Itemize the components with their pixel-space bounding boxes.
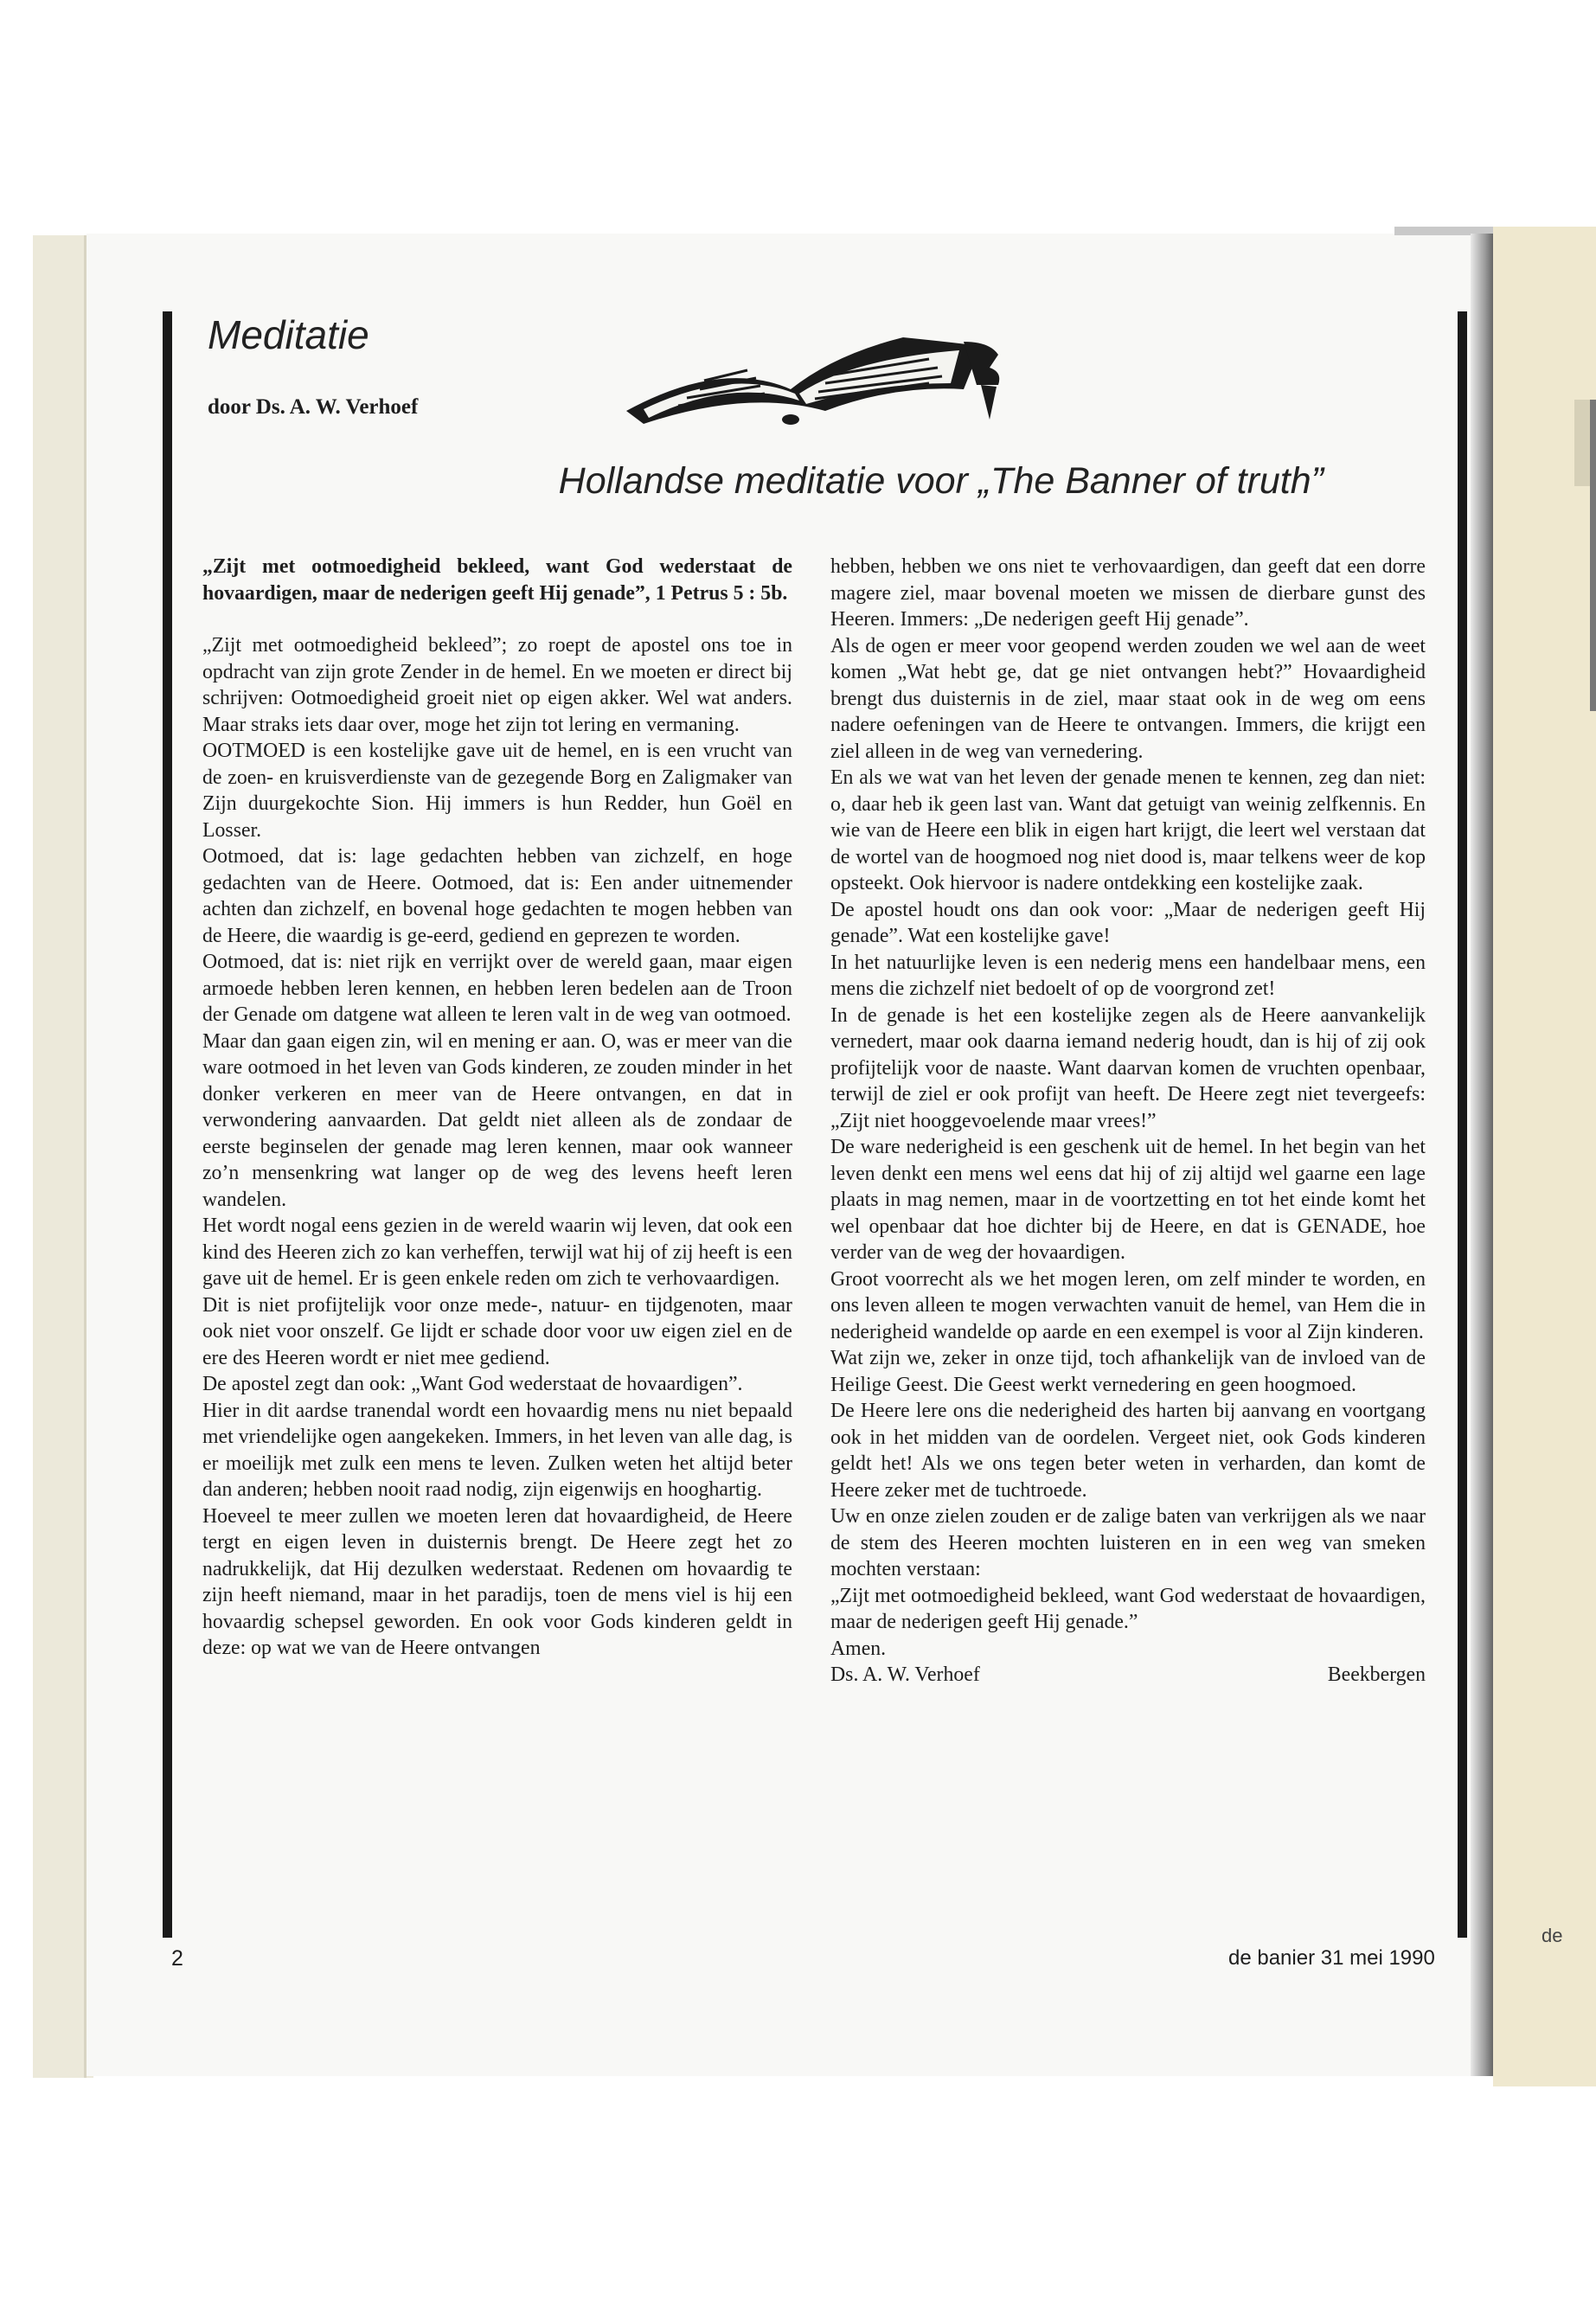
author-place: Beekbergen <box>1327 1663 1426 1686</box>
next-page-edge <box>1493 227 1596 2086</box>
scripture-quote: „Zijt met ootmoedigheid bekleed, want God wederstaat de hovaardigen, maar de nederigen geeft Hij genade”, 1 Petrus 5 : 5b. <box>202 555 792 605</box>
section-title: Meditatie <box>208 312 369 357</box>
amen: Amen. <box>830 1637 887 1660</box>
paragraph: Uw en onze zielen zouden er de zalige baten van verkrijgen als we naar de stem des Heeren mochten luisteren en in een weg van smeken mochten verstaan: <box>830 1505 1426 1580</box>
paragraph: „Zijt met ootmoedigheid bekleed”; zo roept de apostel ons toe in opdracht van zijn grote Zender in de hemel. En we moeten er direct bij schrijven: Ootmoedigheid groeit niet op eigen akker. Wel wat anders. Maar straks iets daar over, moge het zijn tot lering en vermaning. <box>202 634 792 736</box>
next-page-rule <box>1590 400 1596 711</box>
paragraph: Dit is niet profijtelijk voor onze mede-, natuur- en tijdgenoten, maar ook niet voor onszelf. Ge lijdt er schade door voor uw eigen ziel en de ere des Heeren wordt er niet mee gediend. <box>202 1293 792 1369</box>
right-text-column <box>830 554 1426 1689</box>
paragraph: Ootmoed, dat is: niet rijk en verrijkt over de wereld gaan, maar eigen armoede hebben leren kennen, en hebben leren bedelen aan de Troon der Genade om datgene wat alleen te leren valt in de weg van ootmoed. <box>202 951 792 1026</box>
paragraph: De apostel zegt dan ook: „Want God wederstaat de hovaardigen”. <box>202 1373 743 1395</box>
paragraph: Maar dan gaan eigen zin, wil en mening er aan. O, was er meer van die ware ootmoed in het leven van Gods kinderen, ze zouden minder in het donker verkeren en meer van de Heere ontvangen, en dat in verwondering aanvaarden. Dat geldt niet alleen als de zondaar de eerste beginselen der genade mag leren kennen, maar ook wanneer zo’n mensenkring wat langer op de weg des levens heeft leren wandelen. <box>202 1029 792 1211</box>
paragraph: Het wordt nogal eens gezien in de wereld waarin wij leven, dat ook een kind des Heeren zich zo kan verheffen, terwijl wat hij of zij heeft is een gave uit de hemel. Er is geen enkele reden om zich te verhovaardigen. <box>202 1215 792 1290</box>
next-page-text-fragment: de <box>1542 1925 1563 1946</box>
byline: door Ds. A. W. Verhoef <box>208 395 419 419</box>
book-spine-edge <box>33 235 93 2078</box>
paragraph: De apostel houdt ons dan ook voor: „Maar de nederigen geeft Hij genade”. Wat een kostelijke gave! <box>830 898 1426 947</box>
open-book-illustration <box>618 307 1016 437</box>
closing-quote: „Zijt met ootmoedigheid bekleed, want God wederstaat de hovaardigen, maar de nederigen geeft Hij genade.” <box>830 1584 1426 1633</box>
paragraph: Als de ogen er meer voor geopend werden zouden we wel aan de weet komen „Wat hebt ge, dat ge niet ontvangen hebt?” Hovaardigheid brengt dus duisternis in de ziel, maar staat ook in de weg om eens nadere oefeningen van de Heere te ontvangen. Immers, die krijgt een ziel alleen in de weg van vernedering. <box>830 634 1426 763</box>
paragraph: In het natuurlijke leven is een nederig mens een handelbaar mens, een mens die zichzelf niet bedoelt of op de voorgrond zet! <box>830 951 1426 1000</box>
paragraph: Groot voorrecht als we het mogen leren, om zelf minder te worden, en ons leven alleen te mogen verwachten vanuit de hemel, van Hem die in nederigheid wandelde op aarde en een exempel is voor al Zijn kinderen. <box>830 1267 1426 1343</box>
paragraph: Hoeveel te meer zullen we moeten leren dat hovaardigheid, de Heere tergt en eigen leven in duisternis brengt. De Heere zegt het zo nadrukkelijk, dat Hij dezulken wederstaat. Redenen om hovaardig te zijn heeft niemand, maar in het paradijs, toen de mens viel is hij een hovaardig schepsel geworden. En ook voor Gods kinderen geldt in deze: op wat we van de Heere ontvangen <box>202 1504 792 1659</box>
issue-footer: de banier 31 mei 1990 <box>1228 1946 1435 1970</box>
paragraph: OOTMOED is een kostelijke gave uit de hemel, en is een vrucht van de zoen- en kruisverdienste van de gezegende Borg en Zaligmaker van Zijn duurgekochte Sion. Hij immers is hun Redder, hun Goël en Losser. <box>202 740 792 842</box>
signature-line <box>830 1662 1426 1689</box>
paragraph: Hier in dit aardse tranendal wordt een hovaardig mens nu niet bepaald met vriendelijke ogen aangekeken. Immers, in het leven van alle dag, is er moeilijk met zulk een mens te leven. Zulken weten het altijd beter dan anderen; hebben nooit raad nodig, zijn eigenwijs en hooghartig. <box>202 1399 792 1501</box>
article-headline: Hollandse meditatie voor „The Banner of truth” <box>558 460 1324 502</box>
paragraph: De Heere lere ons die nederigheid des harten bij aanvang en voortgang ook in het midden van de oordelen. Vergeet niet, ook Gods kinderen geldt het! Als we ons tegen beter weten in verharden, dan komt de Heere zeker met de tuchtroede. <box>830 1400 1426 1502</box>
paragraph: Ootmoed, dat is: lage gedachten hebben van zichzelf, en hoge gedachten van de Heere. Ootmoed, dat is: Een ander uitnemender achten dan zichzelf, en bovenal hoge gedachten te mogen hebben van de Heere, die waardig is ge-eerd, gediend en geprezen te worden. <box>202 845 792 947</box>
right-column-rule <box>1458 311 1467 1938</box>
book-gutter <box>1471 234 1495 2076</box>
paragraph: En als we wat van het leven der genade menen te kennen, zeg dan niet: o, daar heb ik geen last van. Want dat getuigt van weinig zelfkennis. En wie van de Heere een blik in eigen hart krijgt, die leert wel verstaan dat de wortel van de hoogmoed nog niet dood is, maar telkens weer de kop opsteekt. Ook hiervoor is nadere ontdekking een kostelijke zaak. <box>830 766 1426 894</box>
paragraph: hebben, hebben we ons niet te verhovaardigen, dan geeft dat een dorre magere ziel, maar bovenal moeten we missen de dierbare gunst des Heeren. Immers: „De nederigen geeft Hij genade”. <box>830 555 1426 631</box>
author-signature: Ds. A. W. Verhoef <box>830 1663 980 1686</box>
left-column-rule <box>163 311 172 1938</box>
paragraph: In de genade is het een kostelijke zegen als de Heere aanvankelijk vernedert, maar ook daarna iemand nederig houdt, dan is hij of zij ook profijtelijk voor de naaste. Want daarvan komen de vruchten openbaar, terwijl de ziel er ook profijt van heeft. De Heere zegt niet tevergeefs: „Zijt niet hooggevoelende maar vrees!” <box>830 1003 1426 1132</box>
paragraph: Wat zijn we, zeker in onze tijd, toch afhankelijk van de invloed van de Heilige Geest. Die Geest werkt vernedering en geen hoogmoed. <box>830 1347 1426 1396</box>
page-number: 2 <box>171 1946 183 1971</box>
left-text-column <box>202 554 792 1662</box>
paragraph: De ware nederigheid is een geschenk uit de hemel. In het begin van het leven denkt een mens wel eens dat hij of zij altijd wel gaarne een lage plaats in mag nemen, maar in de voortzetting en tot het einde komt het wel openbaar dat hoe dichter bij de Heere, en dat is GENADE, hoe verder van de weg der hovaardigen. <box>830 1136 1426 1264</box>
